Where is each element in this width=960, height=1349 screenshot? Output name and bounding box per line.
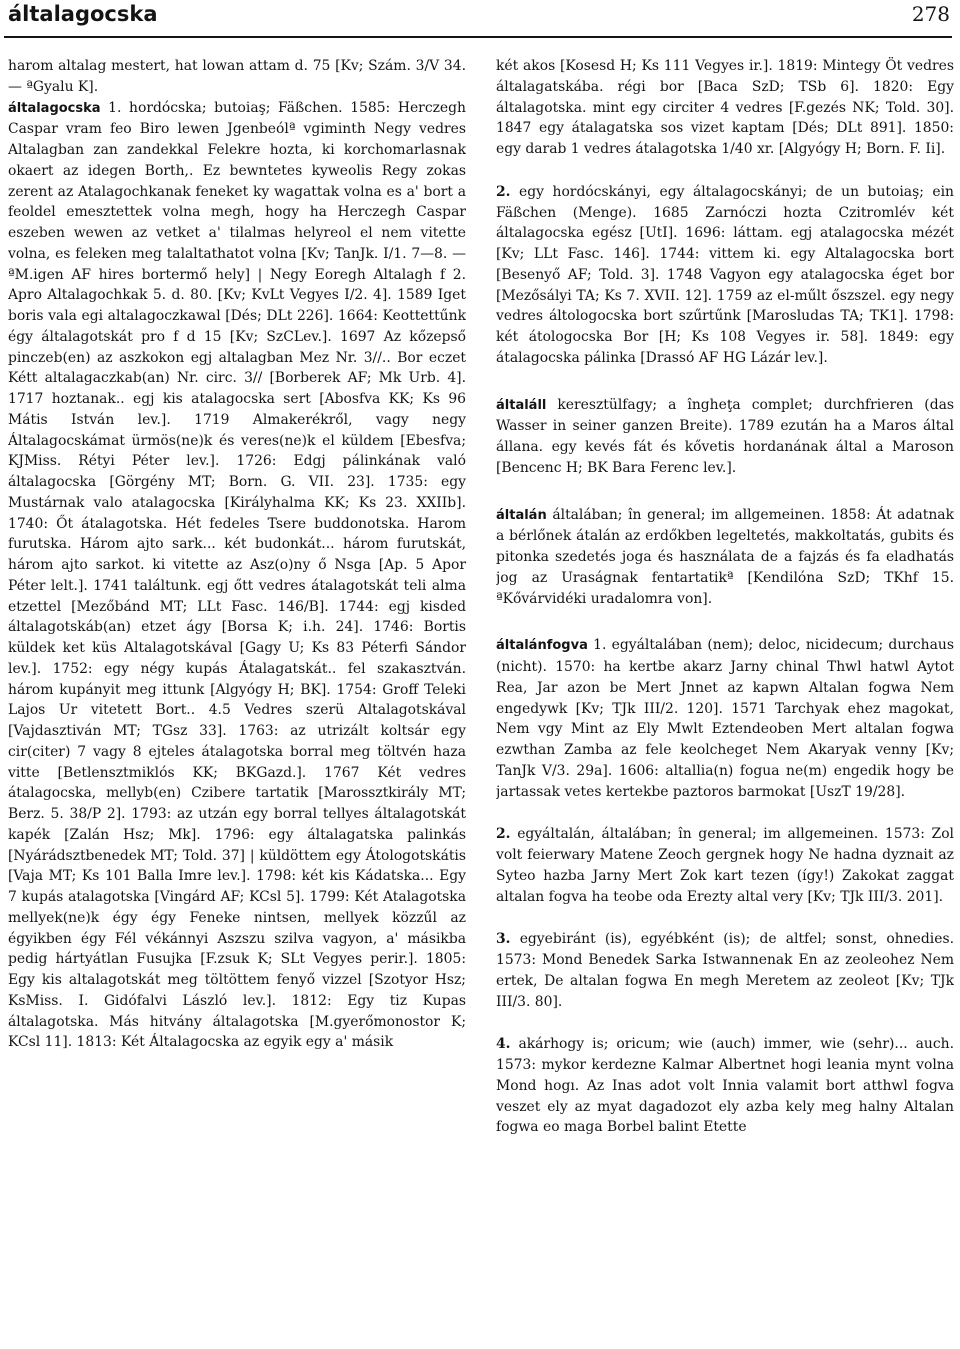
running-headword: általagocska — [8, 2, 158, 26]
entry-body: 1. hordócska; butoiaş; Fäßchen. 1585: Herczegh Caspar vram feo Biro lewen Jgenbeólª vgiminth Negy vedres Altalagban zan zandekkal Felekre hozta, ki korchomarlasnak okaert az idegen Borth,. Ez bewntetes kyweolis Regy zokas zerent az Atalagochkanak feneket ky wagattak volna es a' bort a feoldel emesztettek volna megh, hogy ha Herczegh Caspar eszeben wewen az vetket a' tilalmas helyreol el nem vitette volna, es feleken meg talaltathatot volna [Kv; TanJk. I/1. 7—8. — ªM.igen AF hires bortermő hely] | Negy Eoregh Altalagh f 2. Apro Altalagochkak 5. d. 80. [Kv; KvLt Vegyes I/2. 4]. 1589 Iget boris vala egi altalagoczkawal [Dés; DLt 226]. 1664: Keottettűnk égy általagotskát pro f d 15 [Kv; SzCLev.]. 1697 Az kőzepső pinczeb(en) az aszkokon egj altalagban Mez Nr. 3//.. Bor eczet Kétt altalagaczkab(an) Nr. circ. 3// [Borberek AF; Mk Urb. 4]. 1717 hoztanak.. egj kis atalagocska sert [Abosfva KK; Ks 96 Mátis István lev.]. 1719 Almakerékről, vagy negy Általagocskámat ürmös(ne)k és veres(ne)k el küldem [Ebesfva; KJMiss. Rétyi Péter lev.]. 1726: Edgj pálinkának való általagocska [Görgény MT; Born. G. VII. 23]. 1735: egy Mustárnak valo atalagocska [Királyhalma KK; Ks 23. XXIIb]. 1740: Őt átalagotska. Hét fedeles Tsere buddonotska. Harom furutska. Három ajto sark... két budonkát... három furutskát, három ajto sarkot. ki vitette az Asz(o)ny ő Nsga [Ap. 5 Apor Péter lelt.]. 1741 találtunk. egj őtt vedres átalagotskát teli alma etzettel [Mezőbánd MT; LLt Fasc. 146/B]. 1744: egj kisded általagotskáb(an) etzet ágy [Borsa K; i.h. 24]. 1746: Bortis küldek ket küs Altalagotskával [Gagy U; Ks 83 Péterfi Sándor lev.]. 1752: egy négy kupás Átalagatskát.. fel szakasztván. három kupányit meg ittunk [Algyógy H; BK]. 1754: Groff Teleki Lajos Ur vitetett Bort.. 4.5 Vedres szerü Altalagotskával [Vajdasztiván MT; TGsz 33]. 1763: az utrizált koltsár egy cir(citer) 7 vagy 8 ejteles átalagotska borral meg töltvén haza vitte [Betlensztmiklós KK; BKGazd.]. 1767 Két vedres átalagocska, mellyb(en) Czibere tartatik [Marossztkirály MT; Berz. 5. 38/P 2]. 1793: az utzán egy borral tellyes általagotskát kapék [Zalán Hsz; Mk]. 1796: egy általagatska palinkás [Nyárádsztbenedek MT; Told. 37] | küldöttem egy Átologotskátis [Vaja MT; Ks 101 Balla Imre lev.]. 1798: két kis Kádatska... Egy 7 kupás atalagotska [Vingárd AF; KCsl 5]. 1799: Két Atalagotska mellyek(ne)k égy égy Feneke nintsen, mellyek közzűl az égyikben égy Fél vékánnyi Aszszu szilva vagyon, a' másikba pedig hártyátlan Fusujka [F.zsuk K; SLt Vegyes perir.]. 1805: Egy kis altalagotskát meg töltöttem fenyő vizzel [Szotyor Hsz; KsMiss. I. Gidófalvi László lev.]. 1812: Egy tiz Kupas általagotska. Más hitvány általagotska [M.gyerőmonostor K; KCsl 11]. 1813: Két Általagocska az egyik egy a' másik — [8, 99, 466, 1051]
entry-body: keresztülfagy; a îngheţa complet; durchfrieren (das Wasser in seiner ganzen Breite). 1789 ezután ha a Maros által állana. egy kevés fát és kővetis hordanának által a Maroson [Bencenc H; BK Bara Ferenc lev.]. — [496, 396, 954, 476]
lemma-headword: általán — [496, 507, 547, 523]
sense-2 — [496, 824, 954, 907]
sense-number: 2. — [496, 183, 511, 200]
lemma-headword: általánfogva — [496, 638, 588, 654]
entry-altalall — [496, 395, 954, 479]
sense-body: egyáltalán, általában; în general; im allgemeinen. 1573: Zol volt feierwary Matene Zeoch gergnek hogy Ne hadna dyznait az Syteo hazba Jarny Mert Zok kart tezen (így!) Zakokat zaggat altalan fogva ha teobe oda Erezty altal very [Kv; TJk III/3. 201]. — [496, 826, 954, 905]
sense-2 — [496, 182, 954, 369]
right-column — [496, 56, 954, 1346]
page-header — [8, 2, 950, 36]
lemma-headword: általáll — [496, 397, 547, 413]
continued-entry-text: két akos [Kosesd H; Ks 111 Vegyes ir.]. 1819: Mintegy Öt vedres általagatskába. régi bor [Baca SzD; TSb 6]. 1820: Egy általagotska. mint egy circiter 4 vedres [F.gezés NK; Told. 30]. 1847 egy átalagatska sos vizet kaptam [Dés; DLt 891]. 1850: egy darab 1 vedres átalagotska 1/40 xr. [Algyógy H; Born. F. Ii]. — [496, 58, 954, 157]
entry-altalagocska — [8, 98, 466, 1054]
sense-number: 3. — [496, 931, 511, 948]
entry-body: 1. egyáltalában (nem); deloc, nicidecum; durchaus (nicht). 1570: ha kertbe akarz Jarny chinal Thwl hatwl Aytot Rea, Jar azon be Mert Jnnet az kapwn Altalan fogwa Nem engedywk [Kv; TJk III/2. 120]. 1571 Tarchyak ehez magokat, Nem vgy Mint az Ely Mwlt Eztendeoben Mert altalan fogwa ezwthan Zamba az fele keolcheget Nem Akaryak venny [Kv; TanJk V/3. 29a]. 1606: altallia(n) fogua ne(m) engedik hogy be jartassak vetes kertekbe paztoros barmokat [UszT 19/28]. — [496, 637, 954, 800]
page-number: 278 — [911, 2, 950, 26]
sense-number: 4. — [496, 1036, 511, 1053]
left-column — [8, 56, 466, 1346]
sense-4 — [496, 1034, 954, 1138]
sense-3 — [496, 929, 954, 1012]
sense-body: egy hordócskányi, egy általagocskányi; de un butoiaş; ein Fäßchen (Menge). 1685 Zarnóczi hozta Czitromlév két általagocska egész [UtI]. 1696: láttam. egj atalagocska mézét [Kv; LLt Fasc. 146]. 1744: vittem ki. egy Altalagocska bort [Besenyő AF; Told. 3]. 1748 Vagyon egy atalagocska éget bor [Mezősályi TA; Ks 7. XVII. 12]. 1759 az el-műlt őszszel. egy negy vedres áltologocska bort szűrtűnk [Marosludas TA; TK1]. 1798: két átologocska Bor [H; Ks 108 Vegyes ir. 58]. 1849: egy átalagocska pálinka [Drassó AF HG Lázár lev.]. — [496, 183, 954, 366]
sense-number: 2. — [496, 826, 511, 843]
continued-entry-text: harom altalag mestert, hat lowan attam d. 75 [Kv; Szám. 3/V 34. — ªGyalu K]. — [8, 58, 466, 95]
sense-body: akárhogy is; oricum; wie (auch) immer, wie (sehr)... auch. 1573: mykor kerdezne Kalmar Albertnet hogi leania mynt volna Mond hogı. Az Inas adot volt Innia valamit bort atthwl fogva veszet ely az myat dagadozot ely azba kely meg halny Altalan fogwa eo maga Borbel balint Etette — [496, 1036, 954, 1136]
header-rule — [4, 36, 952, 38]
sense-body: egyebiránt (is), egyébként (is); de altfel; sonst, ohnedies. 1573: Mond Benedek Sarka Istwannenak En az zeoleohez Nem ertek, De altalan fogwa En megh Meretem az zeoleot [Kv; TJk III/3. 80]. — [496, 931, 954, 1010]
entry-altalanfogva — [496, 635, 954, 802]
entry-body: általában; în general; im allgemeinen. 1858: Át adatnak a bérlőnek átalán az erdőkben legeltetés, makkoltatás, gubits és pitonka szedetés joga és használata de a fajzás és fa eladhatás jog az Uraságnak fentartatikª [Kendilóna SzD; TKhf 15. ªKővárvidéki uradalomra von]. — [496, 506, 954, 607]
lemma-headword: általagocska — [8, 100, 101, 116]
entry-altalan — [496, 505, 954, 610]
